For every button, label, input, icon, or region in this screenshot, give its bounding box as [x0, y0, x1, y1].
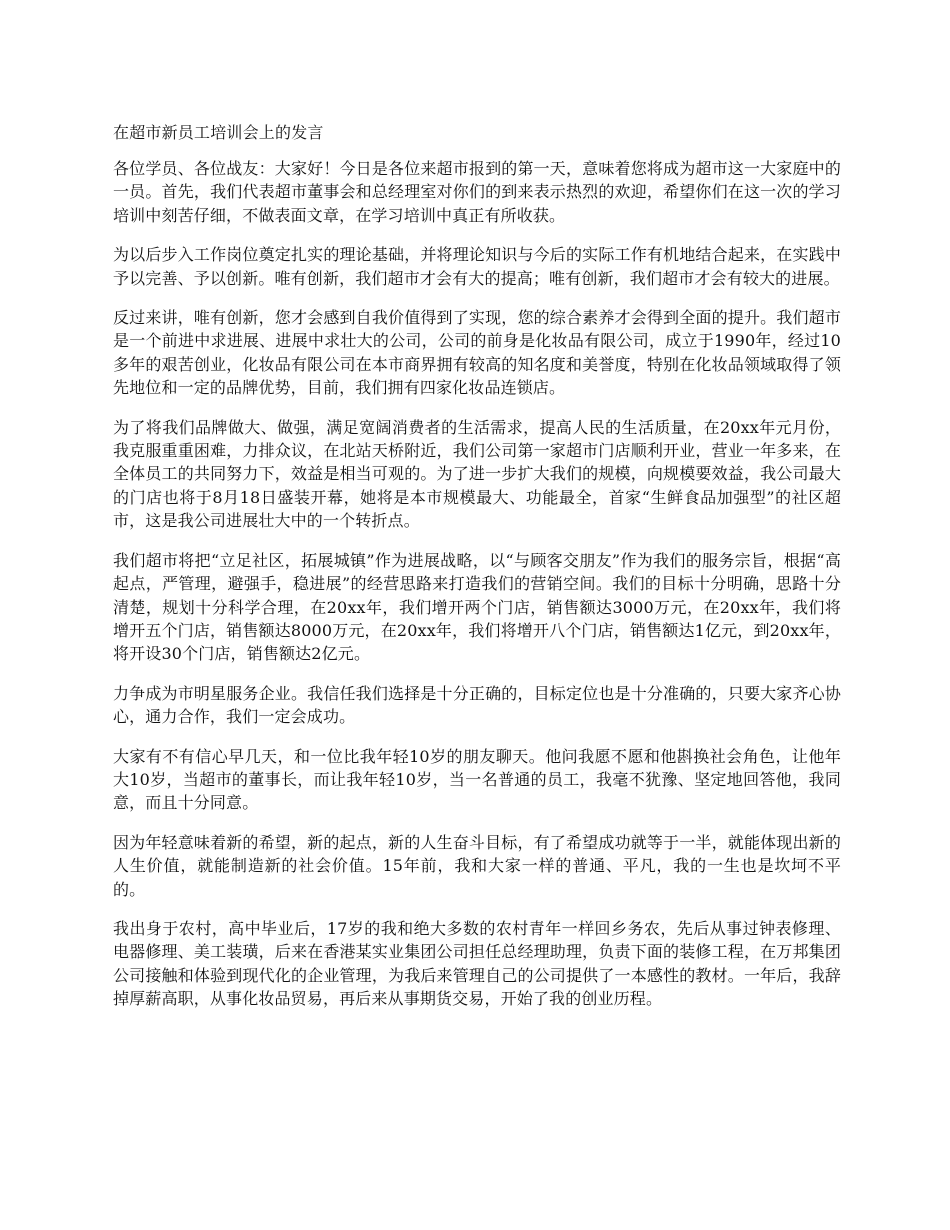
paragraph-5: 我们超市将把“立足社区，拓展城镇”作为进展战略，以“与顾客交朋友”作为我们的服务宗旨，根据“高起点，严管理，避强手，稳进展”的经营思路来打造我们的营销空间。我们的目标十分明确，思路十分清楚，规划十分科学合理，在20xx年，我们增开两个门店，销售额达3000万元，在20xx年，我们将增开五个门店，销售额达8000万元，在20xx年，我们将增开八个门店，销售额达1亿元，到20xx年，将开设30个门店，销售额达2亿元。 — [113, 550, 841, 664]
paragraph-2: 为以后步入工作岗位奠定扎实的理论基础，并将理论知识与今后的实际工作有机地结合起来，在实践中予以完善、予以创新。唯有创新，我们超市才会有大的提高；唯有创新，我们超市才会有较大的进展。 — [113, 245, 841, 288]
document-title: 在超市新员工培训会上的发言 — [113, 123, 324, 142]
paragraph-1: 各位学员、各位战友：大家好！今日是各位来超市报到的第一天，意味着您将成为超市这一大家庭中的一员。首先，我们代表超市董事会和总经理室对你们的到来表示热烈的欢迎，希望你们在这一次的学习培训中刻苦仔细，不做表面文章，在学习培训中真正有所收获。 — [113, 159, 841, 225]
paragraph-8: 因为年轻意味着新的希望，新的起点，新的人生奋斗目标，有了希望成功就等于一半，就能体现出新的人生价值，就能制造新的社会价值。15年前，我和大家一样的普通、平凡，我的一生也是坎坷不平的。 — [113, 832, 841, 899]
paragraph-7: 大家有不有信心早几天，和一位比我年轻10岁的朋友聊天。他问我愿不愿和他斟换社会角色，让他年大10岁，当超市的董事长，而让我年轻10岁，当一名普通的员工，我毫不犹豫、坚定地回答他，我同意，而且十分同意。 — [113, 746, 841, 813]
document-page — [113, 122, 841, 1027]
paragraph-4: 为了将我们品牌做大、做强，满足宽阔消费者的生活需求，提高人民的生活质量，在20xx年元月份，我克服重重困难，力排众议，在北站天桥附近，我们公司第一家超市门店顺利开业，营业一年多来，在全体员工的共同努力下，效益是相当可观的。为了进一步扩大我们的规模，向规模要效益，我公司最大的门店也将于8月18日盛装开幕，她将是本市规模最大、功能最全，首家“生鲜食品加强型”的社区超市，这是我公司进展壮大中的一个转折点。 — [113, 417, 841, 531]
paragraph-3: 反过来讲，唯有创新，您才会感到自我价值得到了实现，您的综合素养才会得到全面的提升。我们超市是一个前进中求进展、进展中求壮大的公司，公司的前身是化妆品有限公司，成立于1990年，经过10多年的艰苦创业，化妆品有限公司在本市商界拥有较高的知名度和美誉度，特别在化妆品领域取得了领先地位和一定的品牌优势，目前，我们拥有四家化妆品连锁店。 — [113, 308, 841, 398]
paragraph-6: 力争成为市明星服务企业。我信任我们选择是十分正确的，目标定位也是十分准确的，只要大家齐心协心，通力合作，我们一定会成功。 — [113, 683, 841, 727]
paragraph-9: 我出身于农村，高中毕业后，17岁的我和绝大多数的农村青年一样回乡务农，先后从事过钟表修理、电器修理、美工装璜，后来在香港某实业集团公司担任总经理助理，负责下面的装修工程，在万邦集团公司接触和体验到现代化的企业管理，为我后来管理自己的公司提供了一本感性的教材。一年后，我辞掉厚薪高职，从事化妆品贸易，再后来从事期货交易，开始了我的创业历程。 — [113, 918, 841, 1009]
